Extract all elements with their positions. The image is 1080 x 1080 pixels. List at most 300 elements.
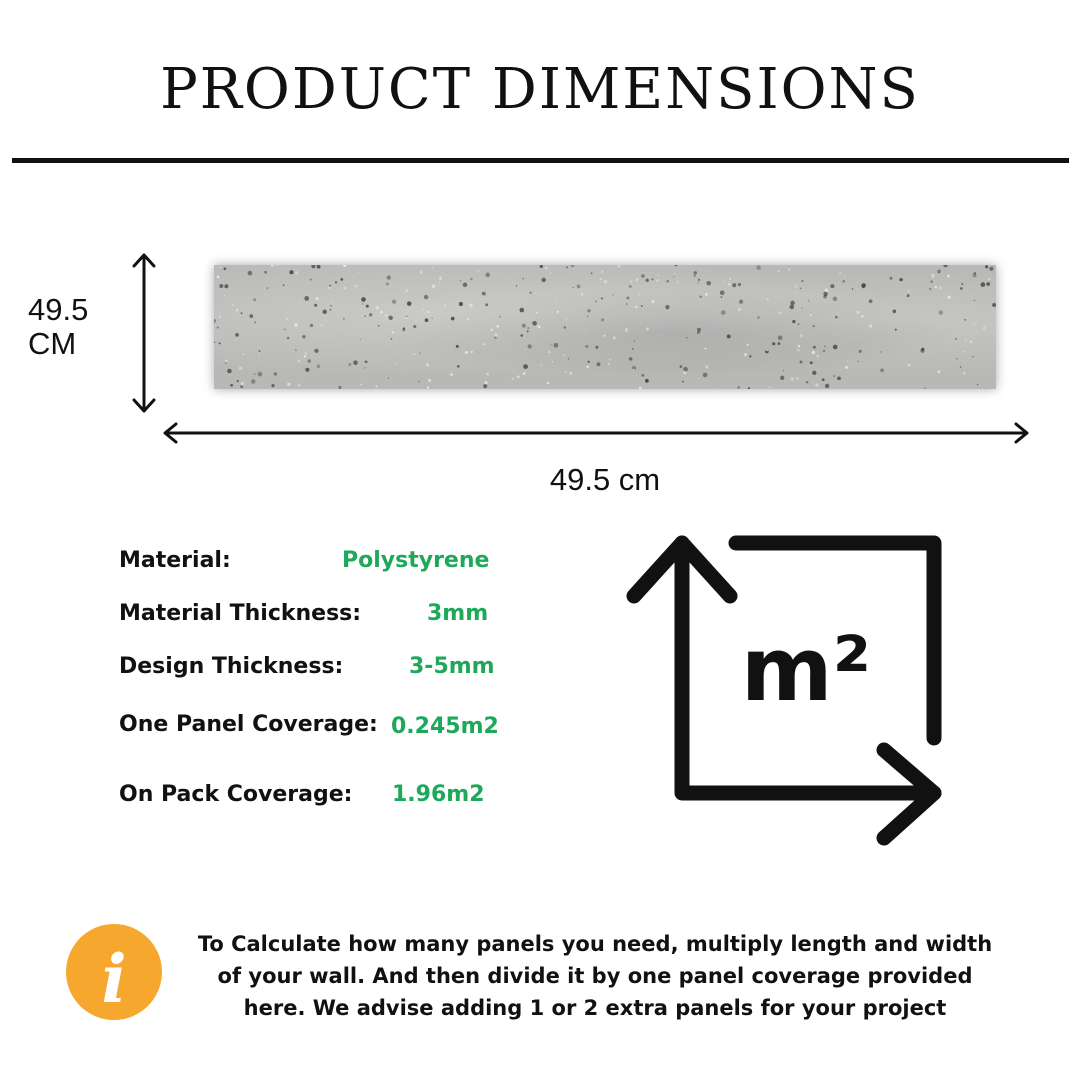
panel-speckle [224,267,227,270]
panel-speckle [564,326,566,328]
panel-speckle [600,278,602,280]
panel-speckle [800,288,801,289]
panel-speckle [869,299,873,303]
panel-speckle [287,337,289,339]
square-meter-text: m² [740,618,872,721]
panel-speckle [729,278,731,280]
panel-speckle [407,301,412,306]
panel-speckle [557,311,559,313]
panel-speckle [348,363,351,366]
panel-speckle [748,387,750,389]
height-label [28,293,88,361]
panel-speckle [766,298,769,301]
panel-speckle [391,338,393,340]
panel-speckle [585,328,586,329]
panel-speckle [317,265,321,269]
panel-speckle [483,384,487,388]
panel-speckle [841,315,842,316]
panel-speckle [527,331,529,333]
panel-speckle [375,385,377,387]
panel-speckle [295,349,297,351]
panel-speckle [656,279,658,281]
panel-speckle [705,365,708,368]
panel-speckle [749,311,750,312]
panel-speckle [810,314,812,316]
panel-speckle [360,384,362,386]
panel-speckle [823,292,827,296]
panel-speckle [597,362,601,366]
panel-speckle [937,370,940,373]
panel-speckle [823,350,825,352]
panel-speckle [774,341,775,342]
panel-speckle [798,323,800,325]
spec-label-material-thickness: Material Thickness: [119,601,362,626]
panel-speckle [340,278,343,281]
panel-speckle [450,373,453,376]
panel-speckle [852,288,853,289]
panel-speckle [666,280,669,283]
panel-speckle [938,324,939,325]
panel-speckle [512,378,514,380]
panel-speckle [682,381,684,383]
panel-speckle [651,278,653,280]
panel-speckle [632,348,634,350]
panel-speckle [405,289,408,292]
panel-speckle [880,368,884,372]
panel-speckle [364,315,365,316]
panel-speckle [415,321,417,323]
panel-speckle [550,273,551,274]
panel-speckle [812,371,816,375]
panel-speckle [794,291,795,292]
panel-speckle [329,309,331,311]
panel-speckle [284,328,286,330]
panel-speckle [824,346,825,347]
panel-speckle [859,350,862,353]
panel-speckle [545,266,548,269]
panel-speckle [813,325,815,327]
panel-speckle [237,380,239,382]
panel-speckle [470,351,472,353]
panel-speckle [232,304,234,306]
panel-speckle [227,369,231,373]
panel-speckle [570,372,573,375]
panel-speckle [625,329,628,332]
panel-speckle [483,295,485,297]
panel-speckle [572,287,574,289]
panel-speckle [595,301,596,302]
panel-speckle [981,282,986,287]
panel-speckle [517,375,520,378]
panel-speckle [960,287,963,290]
panel-speckle [626,328,628,330]
panel-speckle [833,375,835,377]
panel-speckle [491,329,493,331]
width-label: 49.5 cm [549,462,661,497]
panel-speckle [241,382,244,385]
panel-speckle [661,335,662,336]
panel-speckle [699,378,700,379]
panel-speckle [214,319,216,323]
panel-speckle [633,369,635,371]
panel-speckle [780,376,784,380]
panel-speckle [219,267,220,268]
info-glyph: i [101,940,127,1018]
panel-speckle [956,358,958,360]
panel-speckle [251,379,256,384]
panel-speckle [485,273,490,278]
panel-speckle [362,303,363,304]
panel-speckle [790,305,795,310]
panel-speckle [536,312,538,314]
panel-speckle [778,342,781,345]
panel-speckle [629,285,632,288]
panel-speckle [522,324,526,328]
panel-speckle [698,279,700,281]
panel-speckle [791,377,794,380]
panel-speckle [540,265,543,268]
panel-speckle [424,295,428,299]
panel-speckle [586,365,588,367]
panel-speckle [353,360,358,365]
panel-speckle [392,300,396,304]
panel-speckle [798,345,800,347]
panel-speckle [418,381,420,383]
panel-speckle [235,333,239,337]
panel-speckle [801,280,803,282]
panel-speckle [510,365,511,366]
panel-speckle [641,305,643,307]
panel-speckle [795,285,798,288]
panel-speckle [810,361,813,364]
panel-speckle [930,280,933,283]
panel-speckle [426,363,429,366]
panel-speckle [439,277,442,280]
panel-speckle [825,289,829,293]
panel-speckle [258,372,263,377]
panel-speckle [861,315,864,318]
panel-speckle [389,316,393,320]
panel-speckle [552,313,553,314]
panel-speckle [842,280,844,282]
panel-speckle [983,326,986,329]
panel-speckle [890,277,893,280]
info-text [190,928,1000,1024]
panel-speckle [219,316,221,318]
panel-speckle [993,330,994,331]
height-unit: CM [28,326,77,361]
panel-speckle [287,383,290,386]
panel-speckle [704,348,706,350]
panel-speckle [778,336,783,341]
panel-speckle [601,318,604,321]
panel-speckle [895,329,897,331]
panel-speckle [217,326,219,328]
panel-speckle [965,340,967,342]
panel-speckle [635,278,638,281]
panel-speckle [335,281,337,283]
panel-speckle [277,265,279,266]
panel-speckle [772,342,775,345]
panel-speckle [566,319,568,321]
panel-speckle [304,296,309,301]
panel-speckle [516,285,517,286]
panel-speckle [354,285,357,288]
panel-speckle [739,300,743,304]
panel-speckle [833,297,837,301]
width-arrow-icon [158,418,1034,448]
title-divider [12,158,1069,163]
panel-speckle [613,336,616,339]
panel-speckle [907,294,910,297]
panel-speckle [568,358,569,359]
panel-speckle [756,265,760,269]
panel-speckle [264,271,267,274]
panel-speckle [703,373,708,378]
panel-speckle [388,377,389,378]
panel-speckle [577,285,581,289]
panel-speckle [937,269,940,272]
panel-speckle [431,317,432,318]
panel-speckle [283,284,285,286]
panel-speckle [467,318,469,320]
panel-speckle [617,265,620,268]
panel-speckle [485,303,488,306]
panel-speckle [595,346,598,349]
panel-speckle [242,353,244,355]
spec-value-one-panel-coverage: 0.245m2 [391,714,499,739]
panel-speckle [469,304,472,307]
panel-speckle [638,293,640,295]
panel-speckle [322,310,327,315]
panel-speckle [783,298,784,299]
panel-speckle [444,304,446,306]
panel-speckle [523,364,528,369]
panel-texture [214,265,996,389]
panel-speckle [253,298,256,301]
panel-speckle [535,292,537,294]
panel-speckle [947,275,950,278]
panel-speckle [680,365,683,368]
panel-speckle [612,294,613,295]
panel-speckle [259,350,261,352]
panel-speckle [392,331,394,333]
panel-speckle [314,349,318,353]
panel-speckle [427,311,429,313]
panel-speckle [494,334,497,337]
panel-speckle [366,305,369,308]
panel-speckle [837,377,841,381]
panel-speckle [555,297,556,298]
panel-speckle [800,361,803,364]
panel-speckle [694,271,697,274]
panel-speckle [331,301,333,303]
spec-label-one-panel-coverage: One Panel Coverage: [119,712,378,737]
panel-speckle [797,349,800,352]
panel-speckle [986,282,990,286]
panel-speckle [254,322,256,324]
panel-speckle [857,361,858,362]
panel-speckle [456,345,459,348]
panel-speckle [364,360,367,363]
panel-speckle [601,271,603,273]
panel-speckle [899,278,902,281]
panel-speckle [908,364,911,367]
panel-speckle [861,283,866,288]
panel-speckle [830,284,834,288]
panel-speckle [419,271,422,274]
panel-speckle [935,286,938,289]
page-title: PRODUCT DIMENSIONS [160,57,920,122]
panel-speckle [523,278,524,279]
panel-speckle [571,265,574,267]
panel-speckle [869,324,872,327]
panel-speckle [236,309,238,311]
panel-speckle [219,284,223,288]
panel-speckle [845,366,848,369]
panel-speckle [727,334,731,338]
panel-speckle [989,267,993,271]
panel-speckle [304,355,306,357]
panel-speckle [413,325,416,328]
spec-value-material: Polystyrene [342,548,490,573]
panel-speckle [343,265,346,267]
panel-speckle [483,343,485,345]
panel-speckle [283,308,284,309]
panel-speckle [604,280,607,283]
panel-speckle [920,349,924,353]
panel-speckle [749,355,751,357]
panel-speckle [808,300,809,301]
panel-speckle [274,372,277,375]
panel-speckle [747,344,749,346]
panel-speckle [451,317,455,321]
panel-speckle [673,276,675,278]
panel-speckle [241,312,243,314]
panel-speckle [311,265,315,268]
panel-speckle [697,328,701,332]
panel-speckle [943,265,948,267]
panel-speckle [717,388,718,389]
panel-speckle [844,276,845,277]
panel-speckle [423,309,424,310]
panel-speckle [645,379,649,383]
panel-speckle [527,327,529,329]
spec-label-material: Material: [119,548,231,573]
panel-speckle [457,365,460,368]
panel-speckle [730,325,731,326]
panel-speckle [744,353,747,356]
panel-speckle [297,359,300,362]
panel-speckle [683,367,688,372]
panel-speckle [532,321,537,326]
panel-speckle [706,271,707,272]
panel-speckle [294,323,297,326]
panel-speckle [603,335,605,337]
panel-speckle [541,364,543,366]
panel-speckle [792,320,795,323]
panel-speckle [961,283,963,285]
panel-speckle [631,281,633,283]
panel-speckle [581,293,584,296]
panel-speckle [302,335,306,339]
panel-speckle [321,324,323,326]
panel-speckle [646,327,649,330]
panel-speckle [358,271,360,273]
panel-speckle [550,344,551,345]
panel-speckle [249,314,253,318]
panel-speckle [706,281,710,285]
panel-speckle [305,368,309,372]
panel-speckle [783,370,784,371]
panel-speckle [405,317,407,319]
panel-speckle [554,343,559,348]
panel-speckle [629,357,633,361]
panel-speckle [924,387,926,389]
panel-speckle [364,367,365,368]
panel-speckle [521,334,523,336]
panel-speckle [380,311,383,314]
panel-speckle [856,311,859,314]
panel-speckle [470,278,472,280]
panel-speckle [290,270,294,274]
panel-speckle [825,384,829,388]
panel-speckle [486,373,489,376]
square-meter-icon [620,528,950,853]
panel-speckle [778,270,780,272]
panel-speckle [271,384,274,387]
panel-speckle [721,310,726,315]
info-line-3: here. We advise adding 1 or 2 extra panels for your project [243,996,947,1020]
panel-speckle [931,274,934,277]
panel-speckle [225,363,226,364]
panel-speckle [587,309,590,312]
panel-speckle [641,374,644,377]
panel-speckle [219,342,221,344]
panel-speckle [683,371,686,374]
panel-speckle [566,266,568,268]
panel-speckle [677,281,679,283]
panel-speckle [800,334,803,337]
panel-speckle [463,283,468,288]
panel-speckle [757,316,759,318]
height-value: 49.5 [28,292,89,327]
panel-speckle [563,355,565,357]
panel-speckle [839,272,841,274]
panel-speckle [974,324,975,325]
panel-speckle [652,300,655,303]
panel-speckle [376,306,379,309]
panel-speckle [738,386,740,388]
panel-speckle [955,338,957,340]
panel-speckle [601,297,603,299]
panel-speckle [639,386,642,389]
panel-speckle [304,352,307,355]
panel-speckle [658,275,659,276]
panel-speckle [986,265,988,267]
panel-speckle [552,361,553,362]
panel-speckle [224,284,228,288]
panel-speckle [548,350,551,353]
panel-speckle [948,296,951,299]
panel-speckle [235,340,236,341]
spec-value-design-thickness: 3-5mm [409,654,495,679]
panel-speckle [816,355,819,358]
panel-speckle [674,273,676,275]
panel-speckle [431,266,433,268]
panel-speckle [609,359,611,361]
panel-speckle [330,305,332,307]
